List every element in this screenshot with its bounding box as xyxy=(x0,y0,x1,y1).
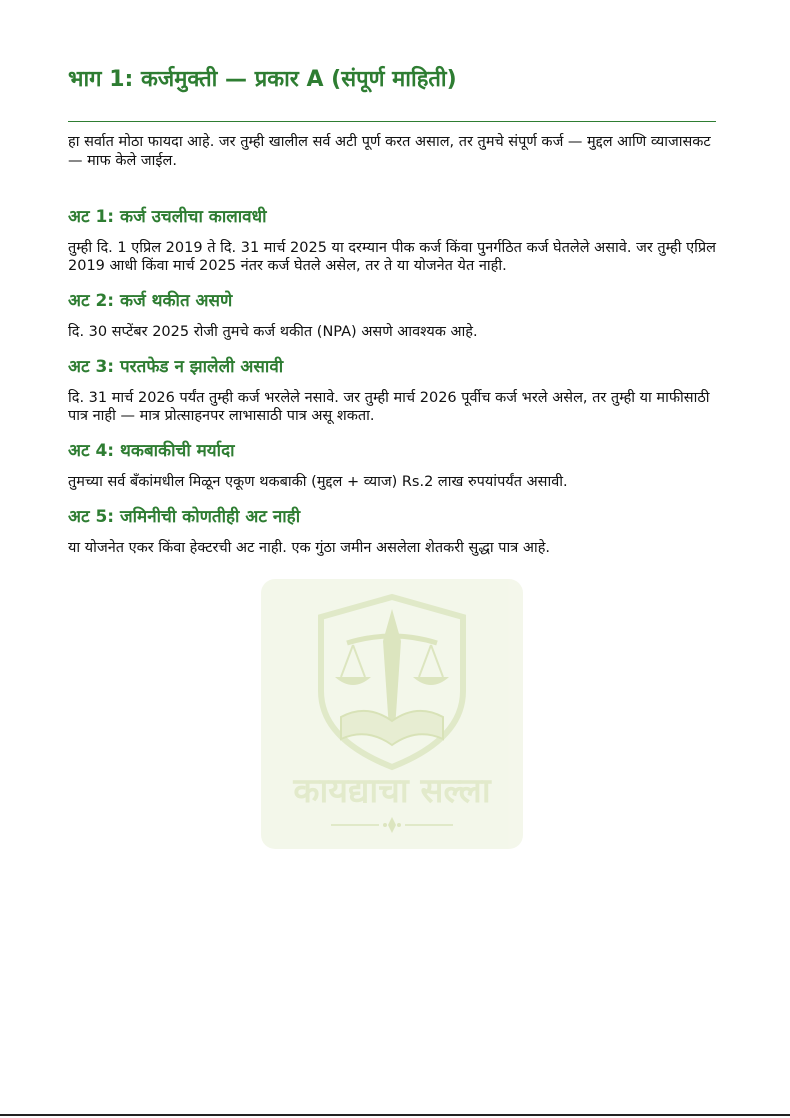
condition-section-3 xyxy=(68,355,718,425)
condition-title: कर्ज उचलीचा कालावधी xyxy=(120,207,267,227)
condition-title: कर्ज थकीत असणे xyxy=(120,291,233,311)
condition-title: जमिनीची कोणतीही अट नाही xyxy=(120,507,301,527)
condition-body: तुमच्या सर्व बँकांमधील मिळून एकूण थकबाकी (मुद्दल + व्याज) Rs.2 लाख रुपयांपर्यंत असावी. xyxy=(68,474,568,490)
condition-heading xyxy=(68,439,718,463)
condition-body: या योजनेत एकर किंवा हेक्टरची अट नाही. एक गुंठा जमीन असलेला शेतकरी सुद्धा पात्र आहे. xyxy=(68,540,551,556)
title-divider xyxy=(68,121,716,122)
condition-section-4 xyxy=(68,439,718,491)
page-bottom-border xyxy=(0,1114,790,1116)
condition-label: अट 4: xyxy=(68,441,115,461)
condition-label: अट 2: xyxy=(68,291,115,311)
intro-paragraph: हा सर्वात मोठा फायदा आहे. जर तुम्ही खालील सर्व अटी पूर्ण करत असाल, तर तुमचे संपूर्ण कर्ज — मुद्दल आणि व्याजासकट — माफ केले जाईल. xyxy=(68,134,711,169)
watermark-logo xyxy=(261,579,523,849)
condition-body: दि. 31 मार्च 2026 पर्यंत तुम्ही कर्ज भरलेले नसावे. जर तुम्ही मार्च 2026 पूर्वीच कर्ज भरले असेल, तर तुम्ही या माफीसाठी पात्र नाही — मात्र प्रोत्साहनपर लाभासाठी पात्र असू शकता. xyxy=(68,390,710,424)
condition-body: तुम्ही दि. 1 एप्रिल 2019 ते दि. 31 मार्च 2025 या दरम्यान पीक कर्ज किंवा पुनर्गठित कर्ज घेतलेले असावे. जर तुम्ही एप्रिल 2019 आधी किंवा मार्च 2025 नंतर कर्ज घेतले असेल, तर ते या योजनेत येत नाही. xyxy=(68,240,716,274)
condition-title: थकबाकीची मर्यादा xyxy=(120,441,235,461)
condition-section-2 xyxy=(68,289,718,341)
condition-body: दि. 30 सप्टेंबर 2025 रोजी तुमचे कर्ज थकीत (NPA) असणे आवश्यक आहे. xyxy=(68,324,478,340)
condition-title: परतफेड न झालेली असावी xyxy=(120,357,284,377)
condition-heading xyxy=(68,505,718,529)
watermark-text: कायद्याचा सल्ला xyxy=(293,771,491,811)
document-page xyxy=(68,60,718,571)
condition-section-1 xyxy=(68,205,718,275)
condition-label: अट 1: xyxy=(68,207,115,227)
condition-heading xyxy=(68,205,718,229)
condition-heading xyxy=(68,355,718,379)
condition-section-5 xyxy=(68,505,718,557)
condition-label: अट 3: xyxy=(68,357,115,377)
condition-label: अट 5: xyxy=(68,507,115,527)
condition-heading xyxy=(68,289,718,313)
part-title: भाग 1: कर्जमुक्ती — प्रकार A (संपूर्ण माहिती) xyxy=(68,67,457,92)
